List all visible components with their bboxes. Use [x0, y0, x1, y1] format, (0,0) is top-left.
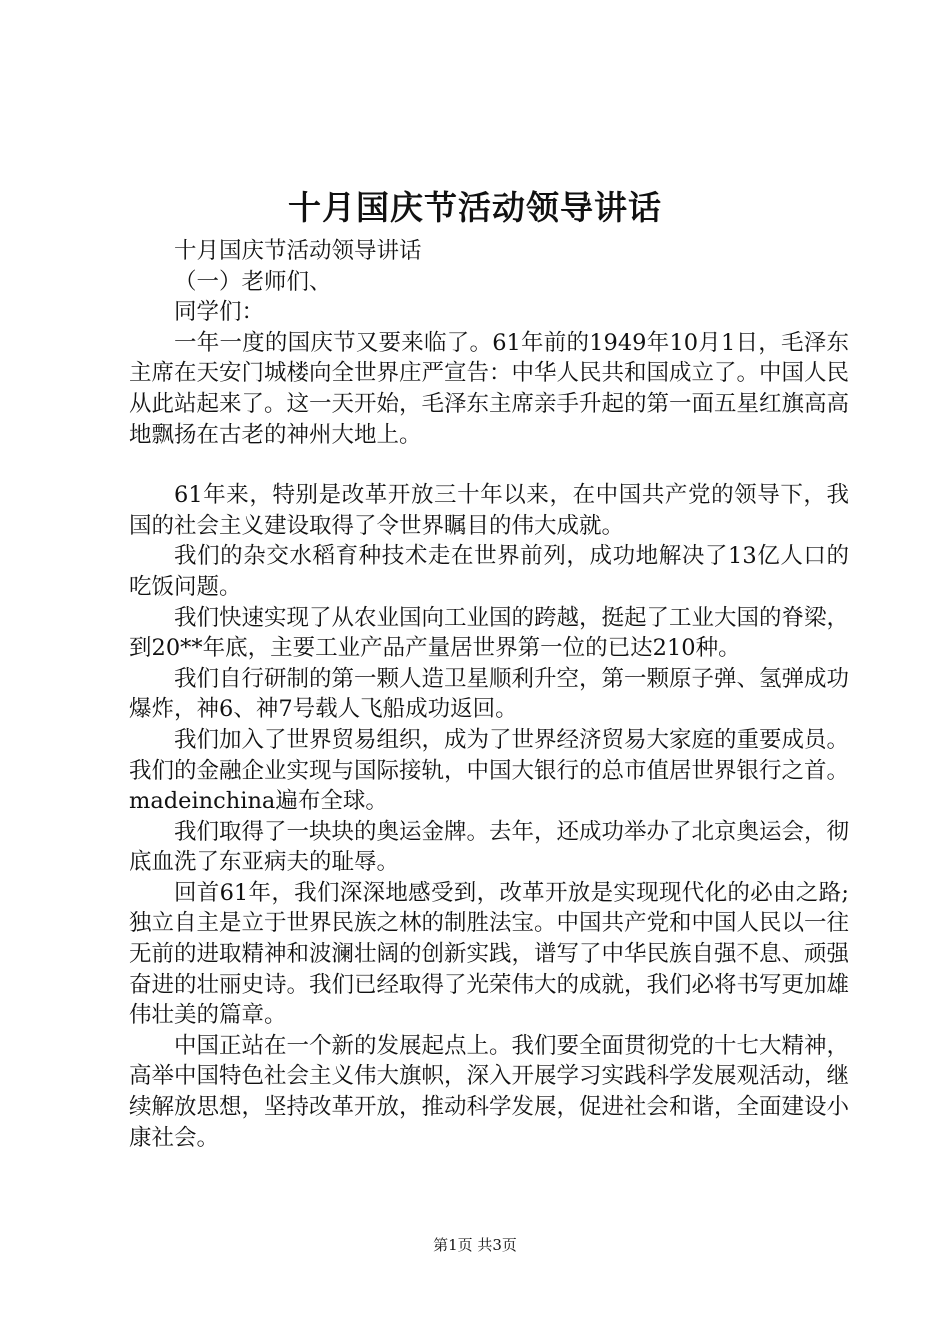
- document-title: 十月国庆节活动领导讲话: [288, 188, 662, 227]
- document-body: [129, 236, 849, 1153]
- paragraph: 我们取得了一块块的奥运金牌。去年，还成功举办了北京奥运会，彻底血洗了东亚病夫的耻辱。: [129, 818, 850, 876]
- paragraph: 中国正站在一个新的发展起点上。我们要全面贯彻党的十七大精神，高举中国特色社会主义伟大旗帜，深入开展学习实践科学发展观活动，继续解放思想，坚持改革开放，推动科学发展，促进社会和谐，全面建设小康社会。: [129, 1032, 850, 1151]
- paragraph: 我们加入了世界贸易组织，成为了世界经济贸易大家庭的重要成员。我们的金融企业实现与国际接轨，中国大银行的总市值居世界银行之首。madeinchina遍布全球。: [129, 726, 850, 815]
- paragraph: 我们快速实现了从农业国向工业国的跨越，挺起了工业大国的脊梁，到20**年底，主要工业产品产量居世界第一位的已达210种。: [129, 604, 850, 662]
- paragraph: 回首61年，我们深深地感受到，改革开放是实现现代化的必由之路;独立自主是立于世界民族之林的制胜法宝。中国共产党和中国人民以一往无前的进取精神和波澜壮阔的创新实践，谱写了中华民族自强不息、顽强奋进的壮丽史诗。我们已经取得了光荣伟大的成就，我们必将书写更加雄伟壮美的篇章。: [129, 879, 850, 1029]
- paragraph: 一年一度的国庆节又要来临了。61年前的1949年10月1日，毛泽东主席在天安门城楼向全世界庄严宣告：中华人民共和国成立了。中国人民从此站起来了。这一天开始，毛泽东主席亲手升起的第一面五星红旗高高地飘扬在古老的神州大地上。: [129, 329, 850, 448]
- page-number-footer: 第1页 共3页: [433, 1236, 517, 1254]
- paragraph: 同学们：: [174, 299, 265, 326]
- paragraph: 十月国庆节活动领导讲话: [174, 238, 422, 264]
- paragraph: 我们自行研制的第一颗人造卫星顺利升空，第一颗原子弹、氢弹成功爆炸，神6、神7号载人飞船成功返回。: [129, 665, 850, 723]
- paragraph: （一）老师们、: [174, 268, 332, 295]
- paragraph: 61年来，特别是改革开放三十年以来，在中国共产党的领导下，我国的社会主义建设取得了令世界瞩目的伟大成就。: [129, 482, 849, 539]
- paragraph: 我们的杂交水稻育种技术走在世界前列，成功地解决了13亿人口的吃饭问题。: [129, 543, 849, 600]
